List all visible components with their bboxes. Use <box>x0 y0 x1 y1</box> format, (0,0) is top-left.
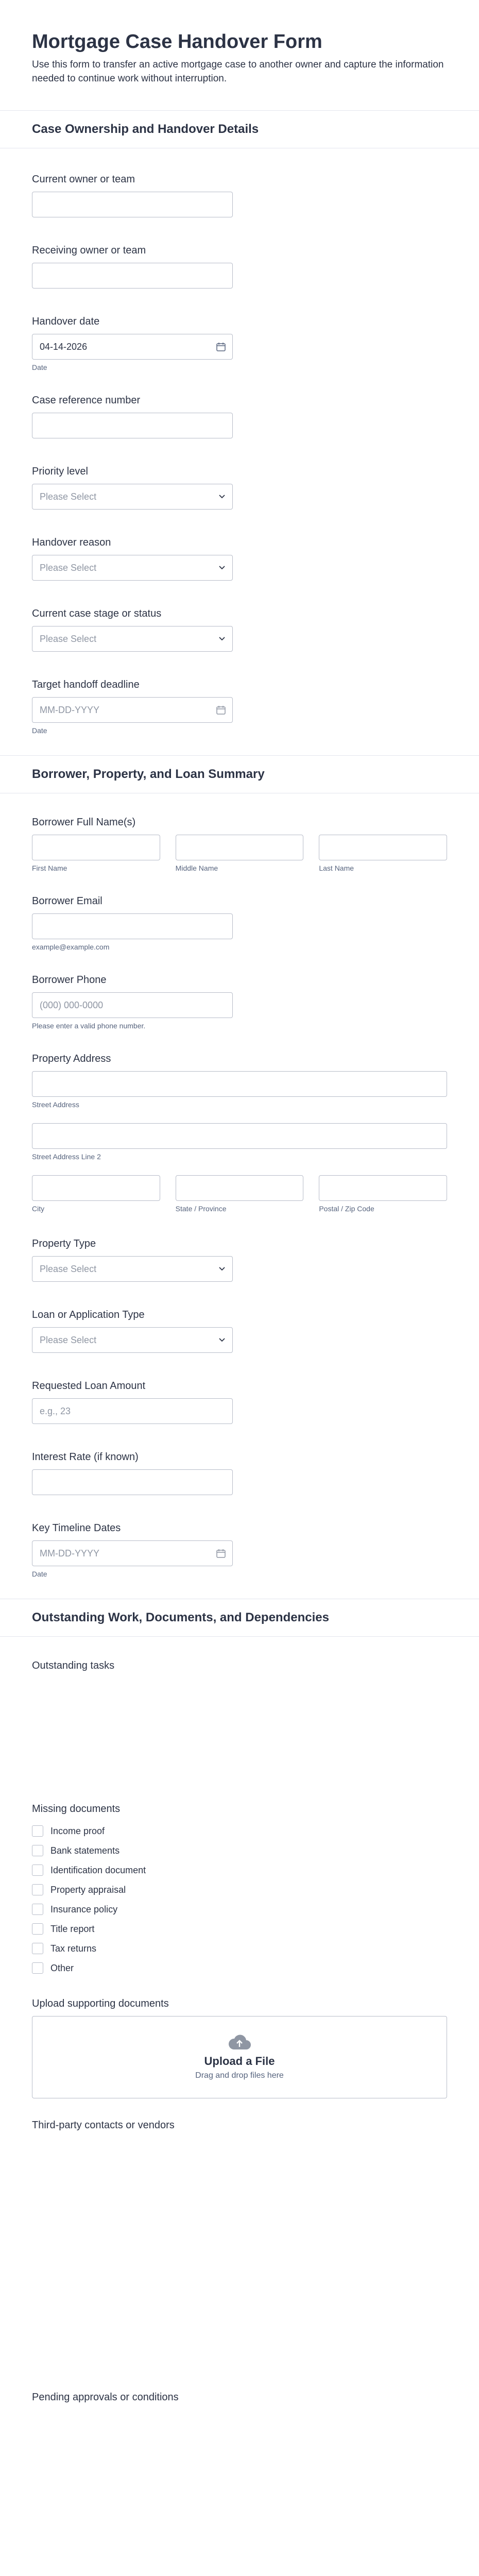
priority-select[interactable] <box>32 484 233 510</box>
checkbox-option[interactable] <box>32 1958 447 1978</box>
receiving-owner-field <box>32 244 447 289</box>
pending-approvals-area[interactable] <box>32 2410 447 2576</box>
checkbox[interactable] <box>32 1865 43 1876</box>
chevron-down-icon <box>219 494 225 500</box>
field-label: Borrower Phone <box>32 974 107 986</box>
field-sublabel: Date <box>32 726 47 735</box>
receiving-owner-input[interactable] <box>32 263 233 289</box>
section-case-ownership <box>0 111 479 735</box>
field-label: Handover reason <box>32 537 111 548</box>
cloud-upload-icon <box>228 2034 251 2050</box>
amount-placeholder: e.g., 23 <box>40 1405 71 1416</box>
chevron-down-icon <box>219 1337 225 1343</box>
third-party-field <box>32 2119 447 2371</box>
checkbox[interactable] <box>32 1923 43 1935</box>
checkbox[interactable] <box>32 1943 43 1954</box>
field-label: Key Timeline Dates <box>32 1522 121 1534</box>
street-address-2-input[interactable] <box>32 1123 447 1149</box>
field-label: Priority level <box>32 466 88 477</box>
priority-field <box>32 465 447 510</box>
handover-date-input[interactable] <box>32 334 233 360</box>
chevron-down-icon <box>219 636 225 642</box>
checkbox-option[interactable] <box>32 1821 447 1841</box>
checkbox-option[interactable] <box>32 1880 447 1900</box>
city-state-zip-row <box>32 1175 447 1213</box>
field-sublabel: State / Province <box>175 1205 227 1213</box>
pending-approvals-field <box>32 2391 447 2576</box>
field-label: Borrower Email <box>32 895 102 907</box>
section-title: Case Ownership and Handover Details <box>0 111 479 148</box>
field-label: Interest Rate (if known) <box>32 1451 139 1463</box>
checkbox[interactable] <box>32 1845 43 1856</box>
case-stage-field <box>32 607 447 652</box>
missing-documents-list <box>32 1821 447 1978</box>
first-name-group <box>32 835 160 872</box>
select-value: Please Select <box>40 491 97 502</box>
checkbox-option[interactable] <box>32 1841 447 1860</box>
current-owner-field <box>32 173 447 217</box>
middle-name-input[interactable] <box>176 835 304 860</box>
handover-reason-field <box>32 536 447 581</box>
select-value: Please Select <box>40 1334 97 1345</box>
form-description: Use this form to transfer an active mortgage case to another owner and capture the information needed to continue work without interruption. <box>32 59 444 84</box>
email-input[interactable] <box>32 913 233 939</box>
first-name-input[interactable] <box>32 835 160 860</box>
checkbox-option[interactable] <box>32 1900 447 1919</box>
field-sublabel: example@example.com <box>32 943 110 951</box>
checkbox-label: Property appraisal <box>50 1884 126 1895</box>
field-label: Borrower Full Name(s) <box>32 817 136 828</box>
form-title: Mortgage Case Handover Form <box>32 31 322 53</box>
form-header <box>0 0 479 111</box>
field-label: Property Address <box>32 1053 111 1064</box>
outstanding-tasks-field <box>32 1659 447 1788</box>
section-borrower-property-loan <box>0 755 479 1578</box>
state-input[interactable] <box>176 1175 304 1201</box>
checkbox-label: Income proof <box>50 1825 105 1836</box>
last-name-input[interactable] <box>319 835 447 860</box>
third-party-area[interactable] <box>32 2138 447 2364</box>
field-sublabel: Date <box>32 1570 47 1578</box>
borrower-email-field <box>32 895 447 951</box>
upload-hint: Drag and drop files here <box>195 2071 284 2080</box>
state-group <box>176 1175 304 1213</box>
field-sublabel: Date <box>32 363 47 371</box>
case-stage-select[interactable] <box>32 626 233 652</box>
field-label: Current case stage or status <box>32 608 162 619</box>
field-label: Third-party contacts or vendors <box>32 2120 175 2131</box>
property-type-field <box>32 1238 447 1282</box>
checkbox[interactable] <box>32 1884 43 1895</box>
field-sublabel: Street Address Line 2 <box>32 1153 101 1161</box>
field-label: Requested Loan Amount <box>32 1380 146 1392</box>
select-value: Please Select <box>40 633 97 644</box>
interest-rate-field <box>32 1451 447 1495</box>
field-sublabel: Middle Name <box>175 864 218 872</box>
checkbox-label: Identification document <box>50 1865 146 1875</box>
borrower-phone-field <box>32 974 447 1030</box>
field-sublabel: Please enter a valid phone number. <box>32 1022 146 1030</box>
target-deadline-input[interactable] <box>32 697 233 723</box>
field-label: Missing documents <box>32 1803 121 1815</box>
loan-type-select[interactable] <box>32 1327 233 1353</box>
target-deadline-field <box>32 679 447 735</box>
field-label: Outstanding tasks <box>32 1660 115 1671</box>
checkbox-option[interactable] <box>32 1860 447 1880</box>
calendar-icon[interactable] <box>216 342 226 352</box>
date-placeholder: MM-DD-YYYY <box>40 704 99 715</box>
key-dates-field <box>32 1522 447 1578</box>
field-label: Target handoff deadline <box>32 679 140 690</box>
section-title: Borrower, Property, and Loan Summary <box>0 755 479 793</box>
outstanding-tasks-area[interactable] <box>32 1678 447 1781</box>
key-dates-input[interactable] <box>32 1540 233 1566</box>
current-owner-input[interactable] <box>32 192 233 217</box>
checkbox-label: Tax returns <box>50 1943 97 1954</box>
checkbox[interactable] <box>32 1962 43 1974</box>
upload-field <box>32 1997 447 2098</box>
field-label: Handover date <box>32 316 100 327</box>
field-label: Loan or Application Type <box>32 1309 145 1320</box>
field-label: Receiving owner or team <box>32 245 146 256</box>
loan-amount-field <box>32 1380 447 1424</box>
field-label: Current owner or team <box>32 174 135 185</box>
handover-reason-select[interactable] <box>32 555 233 581</box>
case-reference-input[interactable] <box>32 413 233 438</box>
handover-date-field <box>32 315 447 371</box>
street-address-input[interactable] <box>32 1071 447 1097</box>
checkbox-label: Insurance policy <box>50 1904 118 1914</box>
last-name-group <box>319 835 447 872</box>
field-sublabel: Postal / Zip Code <box>319 1205 374 1213</box>
file-upload-dropzone[interactable] <box>32 2016 447 2098</box>
property-address-field <box>32 1053 447 1213</box>
field-label: Upload supporting documents <box>32 1998 169 2009</box>
chevron-down-icon <box>219 1266 225 1272</box>
checkbox[interactable] <box>32 1904 43 1915</box>
property-type-select[interactable] <box>32 1256 233 1282</box>
select-value: Please Select <box>40 1263 97 1274</box>
loan-amount-input[interactable] <box>32 1398 233 1424</box>
field-sublabel: First Name <box>32 864 67 872</box>
checkbox-option[interactable] <box>32 1919 447 1939</box>
phone-input[interactable] <box>32 992 233 1018</box>
field-label: Pending approvals or conditions <box>32 2392 179 2403</box>
select-value: Please Select <box>40 562 97 573</box>
zip-input[interactable] <box>319 1175 447 1201</box>
calendar-icon[interactable] <box>216 705 226 715</box>
checkbox-label: Other <box>50 1962 74 1973</box>
phone-placeholder: (000) 000-0000 <box>40 999 104 1010</box>
zip-group <box>319 1175 447 1213</box>
date-value: 04-14-2026 <box>40 341 88 352</box>
checkbox-label: Title report <box>50 1923 95 1934</box>
date-placeholder: MM-DD-YYYY <box>40 1548 99 1558</box>
loan-type-field <box>32 1309 447 1353</box>
field-sublabel: Last Name <box>319 864 354 872</box>
checkbox-option[interactable] <box>32 1939 447 1958</box>
city-group <box>32 1175 160 1213</box>
checkbox[interactable] <box>32 1825 43 1837</box>
section-title: Outstanding Work, Documents, and Dependencies <box>0 1599 479 1637</box>
field-sublabel: Street Address <box>32 1100 79 1109</box>
borrower-name-field <box>32 816 447 872</box>
field-sublabel: City <box>32 1205 45 1213</box>
upload-title: Upload a File <box>204 2055 275 2067</box>
section-outstanding-work <box>0 1599 479 2576</box>
interest-rate-input[interactable] <box>32 1469 233 1495</box>
middle-name-group <box>176 835 304 872</box>
chevron-down-icon <box>219 565 225 571</box>
field-label: Case reference number <box>32 395 141 406</box>
checkbox-label: Bank statements <box>50 1845 120 1856</box>
name-row <box>32 835 447 872</box>
city-input[interactable] <box>32 1175 160 1201</box>
missing-documents-field <box>32 1803 447 1978</box>
field-label: Property Type <box>32 1238 96 1249</box>
calendar-icon[interactable] <box>216 1548 226 1558</box>
case-reference-field <box>32 394 447 438</box>
